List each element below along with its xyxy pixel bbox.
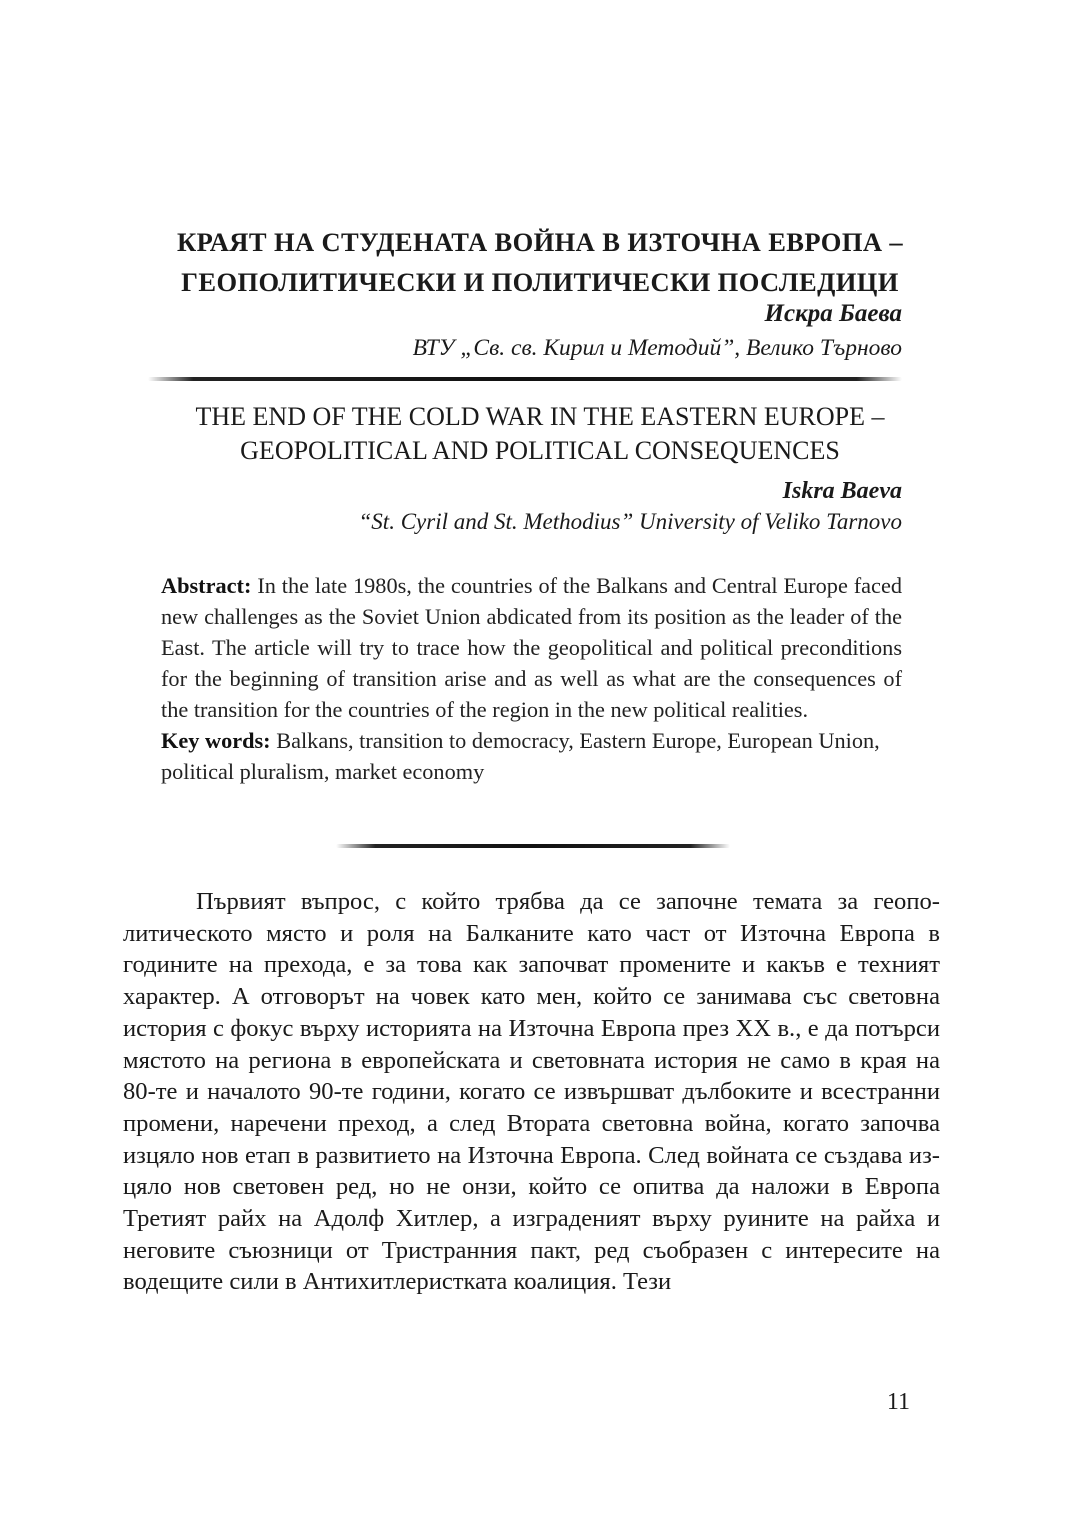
keywords-label: Key words: [161,728,271,753]
bulgarian-title [120,222,960,302]
bulgarian-title-line-1: КРАЯТ НА СТУДЕНАТА ВОЙНА В ИЗТОЧНА ЕВРОПА – [176,227,904,257]
abstract-label: Abstract: [161,573,252,598]
bulgarian-affiliation: ВТУ „Св. св. Кирил и Методий”, Велико Търново [412,335,902,361]
header-divider [148,377,902,381]
english-author: Iskra Baeva [782,478,902,504]
abstract-text: In the late 1980s, the countries of the Balkans and Central Europe faced new challenges as the Soviet Union abdicated from its position as the leader of the East. The article will try to trace how the geopolitical and political preconditions for the beginning of transition arise and as well as what are the consequences of the transition for the countries of the region in the new political realities. [161,573,902,722]
abstract-paragraph [161,570,902,725]
abstract-divider [336,844,730,848]
page-number: 11 [886,1389,910,1415]
body-paragraph: Първият въпрос, с който трябва да се започне темата за геополитическото място и роля на Балканите като част от Източна Европа в годините на прехода, е за това как започват промените и какъв е техният характер. А отговорът на човек като мен, който се занимава със световна история с фокус върху историята на Източна Европа през ХХ в., е да потърси мястото на региона в европейската и световната история не само в края на 80-те и началото 90-те години, когато се извършват дълбоките и всестранни промени, наречени преход, а след Втората световна война, когато започва изцяло нов етап в развитието на Източна Европа. След войната се създава изцяло нов световен ред, но не онзи, който се опитва да наложи в Европа Третият райх на Адолф Хитлер, а изграденият върху руините на райха и неговите съюзници от Тристранния пакт, ред съобразен с интересите на водещите сили в Антихитлеристката коалиция. Тези [123,888,940,1296]
bulgarian-title-line-2: ГЕОПОЛИТИЧЕСКИ И ПОЛИТИЧЕСКИ ПОСЛЕДИЦИ [181,267,899,297]
abstract-block [161,570,902,787]
english-title-line-1: THE END OF THE COLD WAR IN THE EASTERN EUROPE – [195,402,885,431]
bulgarian-author: Искра Баева [764,300,902,327]
keywords-paragraph [161,725,902,787]
english-affiliation: “St. Cyril and St. Methodius” University of Veliko Tarnovo [358,509,902,534]
english-title-line-2: GEOPOLITICAL AND POLITICAL CONSEQUENCES [240,436,840,465]
english-title [120,400,960,468]
keywords-text: Balkans, transition to democracy, Eastern Europe, European Union, political pluralism, market economy [161,728,880,784]
